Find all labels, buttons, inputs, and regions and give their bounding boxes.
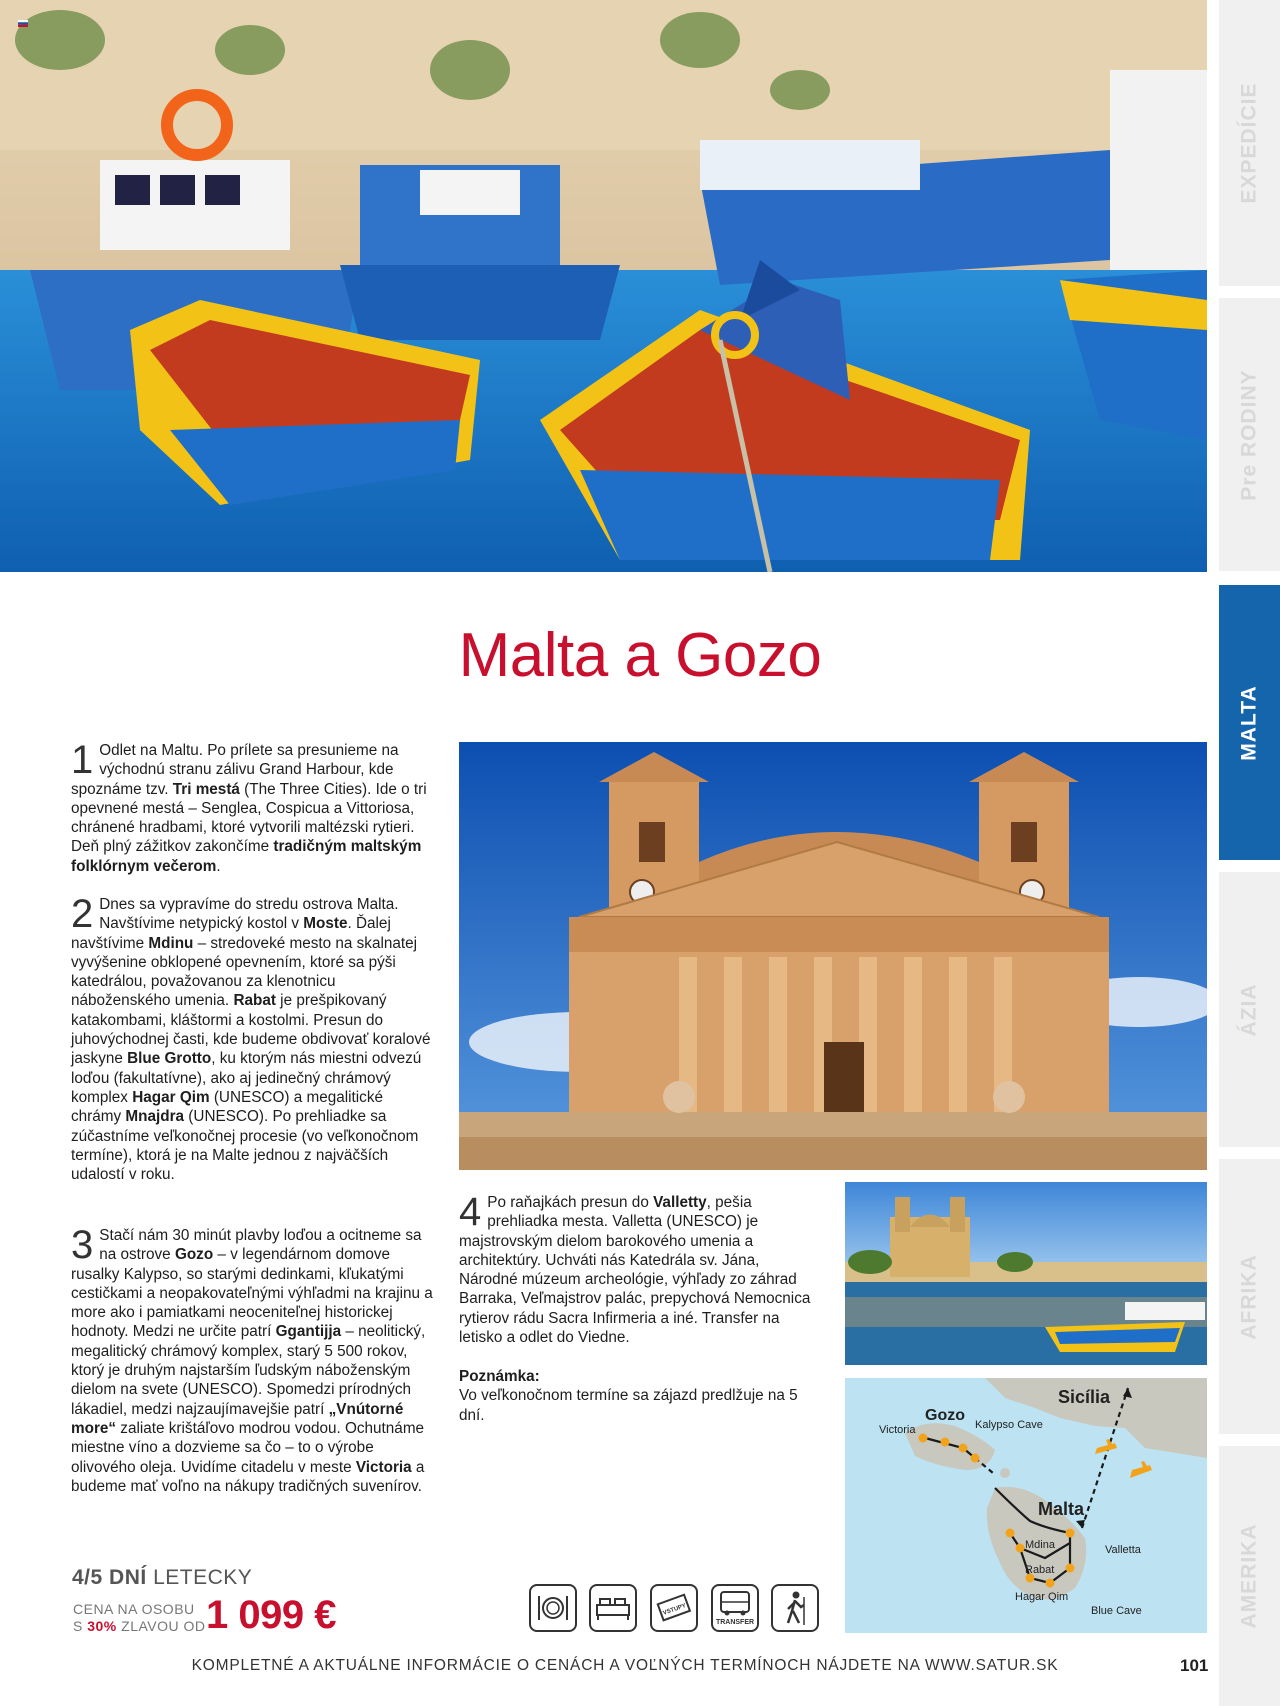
body-text: Dnes sa vypravíme do stredu ostrova Malta. Navštívime netypický kostol v xyxy=(99,896,399,933)
map-label-hagar-qim: Hagar Qim xyxy=(1015,1591,1069,1603)
hero-photo-boats xyxy=(0,0,1207,572)
itinerary-day-3 xyxy=(71,1223,437,1496)
highlight-text: Mdinu xyxy=(148,934,194,952)
page-title: Malta a Gozo xyxy=(458,621,822,690)
body-text: Po raňajkách presun do xyxy=(487,1194,654,1211)
page-number: 101 xyxy=(1180,1656,1209,1675)
flag-icon xyxy=(18,20,28,27)
highlight-text: Ggantijja xyxy=(275,1323,342,1341)
highlight-text: tradičným maltským folklórnym večerom xyxy=(71,838,422,875)
body-text: . xyxy=(216,857,221,875)
body-text: Stačí nám 30 minút plavby loďou a ocitneme sa na ostrove xyxy=(99,1227,422,1264)
note-heading: Poznámka: xyxy=(459,1368,540,1385)
body-text: – v legendárnom domove rusalky Kalypso, so starými dedinkami, kľukatými cestičkami a neopakovateľnými výhľadmi na krajinu a more ako i pamiatkami neoceniteľnej historickej hodnoty. Medzi ne určite patrí xyxy=(71,1246,433,1341)
highlight-text: Gozo xyxy=(174,1246,214,1264)
svg-text:VSTUPY: VSTUPY xyxy=(662,1602,687,1617)
tab-azia[interactable]: ÁZIA xyxy=(1219,872,1280,1147)
map-label-blue-cave: Blue Cave xyxy=(1091,1605,1142,1617)
highlight-text: Valletty xyxy=(653,1194,707,1211)
map-label-malta: Malta xyxy=(1038,1499,1085,1519)
mosta-church-photo xyxy=(459,742,1207,1170)
body-text: a budeme mať voľno na nákupy tradičných suvenírov. xyxy=(71,1458,425,1495)
body-text: – stredoveké mesto na skalnatej vyvýšenine obklopené opevnením, ktoré sa pýši katedrálou, považovanou za klenotnicu náboženského umenia. xyxy=(71,934,418,1010)
day-number: 2 xyxy=(71,892,94,936)
highlight-text: Rabat xyxy=(233,992,276,1010)
body-text: , pešia prehliadka mesta. Valletta (UNESCO) je majstrovským dielom barokového umenia a architektúry. Uchváti nás Katedrála sv. Jána, Národné múzeum archeológie, výhľady zo záhrad Barraka, Veľmajstrov palác, prepychová Nemocnica rytierov rádu Sacra Infirmeria a iné. Transfer na letisko a odlet do Viedne. xyxy=(459,1194,811,1347)
tab-malta[interactable]: MALTA xyxy=(1219,585,1280,860)
body-text: (UNESCO) a megalitické chrámy xyxy=(71,1088,383,1126)
note xyxy=(459,1367,809,1425)
route-map xyxy=(845,1378,1207,1633)
body-text: – neolitický, megalitický chrámový komplex, starý 5 500 rokov, ktorý je druhým najstarším ľudským náboženským dielom na svete (UNESCO). Spomedzi prírodných lákadiel, medzi najzaujímavejšie patrí xyxy=(71,1323,426,1418)
itinerary-day-2 xyxy=(71,892,436,1184)
tab-expedicie[interactable]: EXPEDÍCIE xyxy=(1219,0,1280,286)
map-label-gozo: Gozo xyxy=(925,1407,965,1424)
bus-icon xyxy=(711,1584,759,1632)
highlight-text: Tri mestá xyxy=(172,780,240,798)
day-number: 3 xyxy=(71,1223,94,1267)
trip-duration: 4/5 DNÍ LETECKY xyxy=(72,1566,253,1589)
note-text: Vo veľkonočnom termíne sa zájazd predlžuje na 5 dní. xyxy=(459,1387,798,1424)
itinerary-day-1 xyxy=(71,738,436,876)
body-text: , ku ktorým nás miestni odvezú loďou (fakultatívne), ako aj jedinečný chrámový komplex xyxy=(71,1050,422,1106)
highlight-text: Hagar Qim xyxy=(132,1088,210,1106)
map-label-valletta: Valletta xyxy=(1105,1544,1141,1556)
map-label-kalypso: Kalypso Cave xyxy=(975,1419,1043,1431)
body-text: . Ďalej navštívime xyxy=(71,915,391,952)
highlight-text: Moste xyxy=(303,915,348,933)
itinerary-day-4 xyxy=(459,1190,819,1347)
map-label-sicilia: Sicília xyxy=(1058,1387,1111,1407)
bed-icon xyxy=(589,1584,637,1632)
highlight-text: Mnajdra xyxy=(125,1108,185,1126)
body-text: Odlet na Maltu. Po prílete sa presunieme na východnú stranu zálivu Grand Harbour, kde spoznáme tzv. xyxy=(71,742,399,798)
harbour-photo xyxy=(845,1182,1207,1365)
highlight-text: Blue Grotto xyxy=(127,1050,212,1068)
body-text: (UNESCO). Po prehliadke sa zúčastníme veľkonočnej procesie (vo veľkonočnom termíne), ktorá je na Malte jednou z najväčších udalostí v roku. xyxy=(71,1108,419,1184)
tab-pre-rodiny[interactable]: Pre RODINY xyxy=(1219,298,1280,571)
meals-icon xyxy=(529,1584,577,1632)
map-label-rabat: Rabat xyxy=(1025,1564,1055,1576)
highlight-text: Victoria xyxy=(355,1458,412,1476)
map-label-mdina: Mdina xyxy=(1025,1539,1055,1551)
map-label-victoria: Victoria xyxy=(879,1424,916,1436)
day-number: 4 xyxy=(459,1190,482,1234)
footer-info: KOMPLETNÉ A AKTUÁLNE INFORMÁCIE O CENÁCH A VOĽNÝCH TERMÍNOCH NÁJDETE NA WWW.SATUR.SK xyxy=(191,1657,1059,1674)
tab-afrika[interactable]: AFRIKA xyxy=(1219,1159,1280,1434)
highlight-text: „Vnútorné more“ xyxy=(71,1400,404,1437)
svg-text:TRANSFER: TRANSFER xyxy=(715,1619,755,1626)
day-number: 1 xyxy=(71,738,94,782)
price-label: CENA NA OSOBU S 30% ZLAVOU OD xyxy=(73,1601,206,1634)
ticket-icon xyxy=(650,1584,698,1632)
tab-amerika[interactable]: AMERIKA xyxy=(1219,1446,1280,1706)
price-amount: 1 099 € xyxy=(206,1593,336,1637)
body-text: je prešpikovaný katakombami, kláštormi a kostolmi. Presun do juhovýchodnej časti, kde budeme obdivovať koralové jaskyne xyxy=(71,992,431,1068)
body-text: zaliate krištáľovo modrou vodou. Ochutnáme miestne víno a dozvieme sa čo – to o výrobe olivového oleja. Uvidíme citadelu v meste xyxy=(71,1419,425,1476)
body-text: (The Three Cities). Ide o tri opevnené mestá – Senglea, Cospicua a Vittoriosa, chránené hradbami, ktoré vytvorili maltézski rytieri. Deň plný zážitkov zakončíme xyxy=(71,780,427,856)
hiking-icon xyxy=(771,1584,819,1632)
